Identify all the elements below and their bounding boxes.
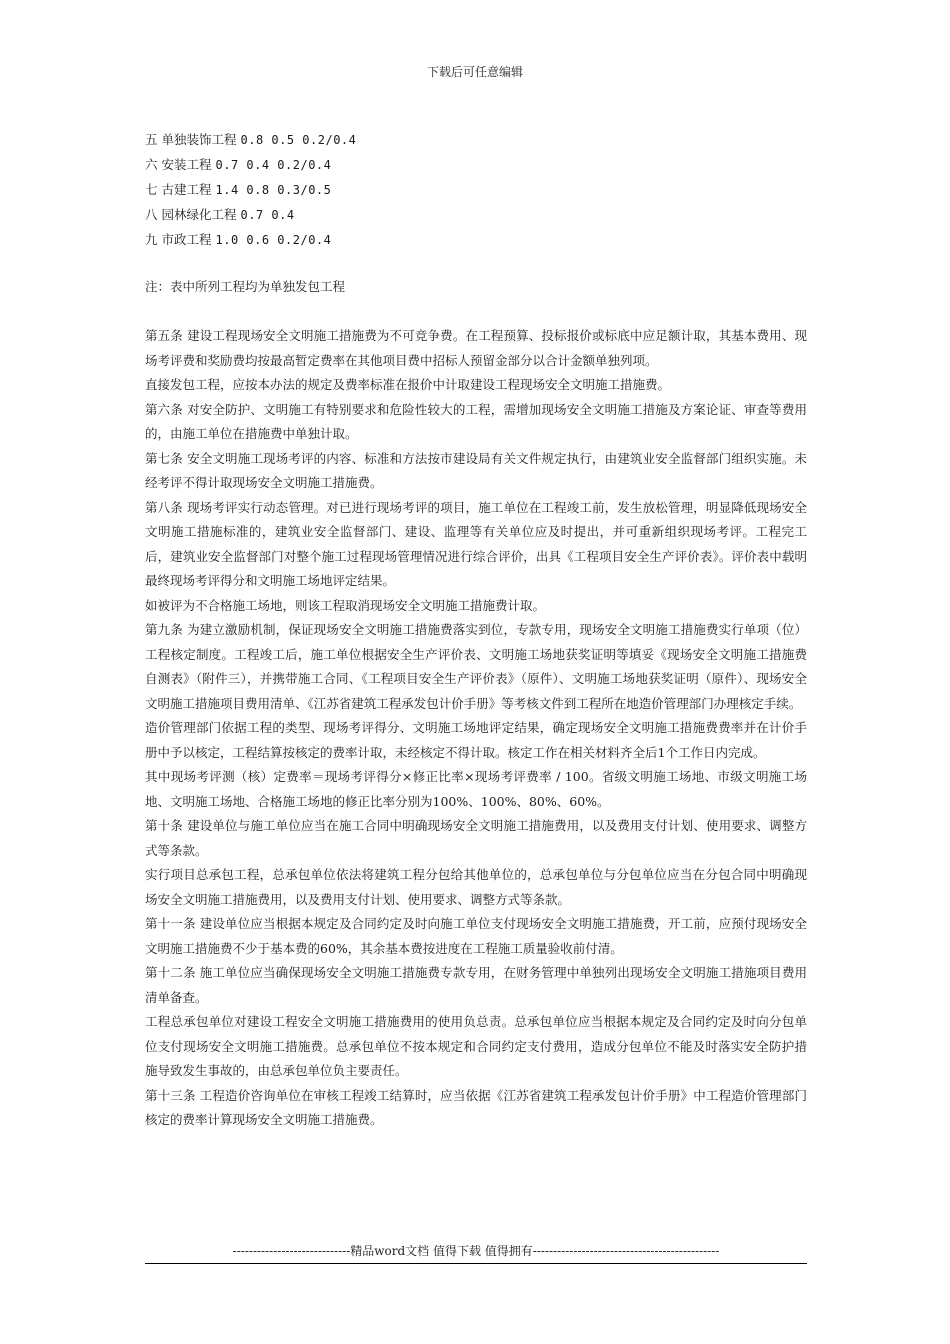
row-values: 0.8 0.5 0.2/0.4 bbox=[240, 133, 357, 147]
paragraph: 第九条 为建立激励机制，保证现场安全文明施工措施费落实到位，专款专用，现场安全文明施工措施费实行单项（位）工程核定制度。工程竣工后，施工单位根据安全生产评价表、文明施工场地获奖证明等填妥《现场安全文明施工措施费自测表》（附件三），并携带施工合同、《工程项目安全生产评价表》（原件）、文明施工场地获奖证明（原件）、现场安全文明施工措施项目费用清单、《江苏省建筑工程承发包计价手册》等考核文件到工程所在地造价管理部门办理核定手续。 bbox=[145, 622, 807, 711]
paragraph: 第八条 现场考评实行动态管理。对已进行现场考评的项目，施工单位在工程竣工前，发生放松管理，明显降低现场安全文明施工措施标准的，建筑业安全监督部门、建设、监理等有关单位应及时提出，并可重新组织现场考评。工程完工后，建筑业安全监督部门对整个施工过程现场管理情况进行综合评价，出具《工程项目安全生产评价表》。评价表中载明最终现场考评得分和文明施工场地评定结果。 bbox=[145, 499, 807, 588]
row-name: 单独装饰工程 bbox=[161, 132, 237, 147]
paragraph: 第七条 安全文明施工现场考评的内容、标准和方法按市建设局有关文件规定执行，由建筑业安全监督部门组织实施。未经考评不得计取现场安全文明施工措施费。 bbox=[145, 450, 807, 490]
row-number: 六 bbox=[145, 157, 158, 172]
row-values: 0.7 0.4 0.2/0.4 bbox=[215, 158, 332, 172]
paragraph: 造价管理部门依据工程的类型、现场考评得分、文明施工场地评定结果，确定现场安全文明施工措施费费率并在计价手册中予以核定，工程结算按核定的费率计取，未经核定不得计取。核定工作在相关材料齐全后1个工作日内完成。 bbox=[145, 720, 807, 760]
row-values: 1.4 0.8 0.3/0.5 bbox=[215, 183, 332, 197]
row-number: 五 bbox=[145, 132, 158, 147]
row-number: 七 bbox=[145, 182, 158, 197]
header-text: 下载后可任意编辑 bbox=[426, 65, 523, 79]
row-values: 1.0 0.6 0.2/0.4 bbox=[215, 233, 332, 247]
paragraph: 其中现场考评测（核）定费率＝现场考评得分×修正比率×现场考评费率 / 100。省级文明施工场地、市级文明施工场地、文明施工场地、合格施工场地的修正比率分别为100%、100%、80%、60%。 bbox=[145, 769, 807, 809]
footer-divider bbox=[145, 1263, 807, 1264]
table-row bbox=[145, 127, 815, 152]
paragraph: 第十条 建设单位与施工单位应当在施工合同中明确现场安全文明施工措施费用，以及费用支付计划、使用要求、调整方式等条款。 bbox=[145, 818, 807, 858]
table-row bbox=[145, 152, 815, 177]
paragraph: 第十三条 工程造价咨询单位在审核工程竣工结算时，应当依据《江苏省建筑工程承发包计价手册》中工程造价管理部门核定的费率计算现场安全文明施工措施费。 bbox=[145, 1087, 807, 1127]
paragraph: 第十一条 建设单位应当根据本规定及合同约定及时向施工单位支付现场安全文明施工措施费，开工前，应预付现场安全文明施工措施费不少于基本费的60%，其余基本费按进度在工程施工质量验收前付清。 bbox=[145, 916, 807, 956]
paragraph: 如被评为不合格施工场地，则该工程取消现场安全文明施工措施费计取。 bbox=[145, 597, 546, 613]
row-values: 0.7 0.4 bbox=[240, 208, 295, 222]
paragraph: 工程总承包单位对建设工程安全文明施工措施费用的使用负总责。总承包单位应当根据本规定及合同约定及时向分包单位支付现场安全文明施工措施费。总承包单位不按本规定和合同约定支付费用，造成分包单位不能及时落实安全防护措施导致发生事故的，由总承包单位负主要责任。 bbox=[145, 1014, 807, 1078]
article-body bbox=[145, 324, 807, 1133]
table-note: 注：表中所列工程均为单独发包工程 bbox=[145, 279, 346, 294]
table-row bbox=[145, 227, 815, 252]
paragraph: 实行项目总承包工程，总承包单位依法将建筑工程分包给其他单位的，总承包单位与分包单位应当在分包合同中明确现场安全文明施工措施费用，以及费用支付计划、使用要求、调整方式等条款。 bbox=[145, 867, 807, 907]
row-number: 八 bbox=[145, 207, 158, 222]
row-number: 九 bbox=[145, 232, 158, 247]
row-name: 安装工程 bbox=[161, 157, 212, 172]
row-name: 园林绿化工程 bbox=[161, 207, 237, 222]
paragraph: 直接发包工程，应按本办法的规定及费率标准在报价中计取建设工程现场安全文明施工措施费。 bbox=[145, 377, 671, 392]
row-name: 市政工程 bbox=[161, 232, 212, 247]
paragraph: 第十二条 施工单位应当确保现场安全文明施工措施费专款专用，在财务管理中单独列出现场安全文明施工措施项目费用清单备查。 bbox=[145, 965, 807, 1005]
page-footer bbox=[145, 1240, 807, 1262]
paragraph: 第五条 建设工程现场安全文明施工措施费为不可竞争费。在工程预算、投标报价或标底中应足额计取，其基本费用、现场考评费和奖励费均按最高暂定费率在其他项目费中招标人预留金部分以合计金额单独列项。 bbox=[145, 328, 807, 368]
table-row bbox=[145, 202, 815, 227]
footer-text: -----------------------------精品word文档 值得下载 值得拥有---------------------------------------------- bbox=[232, 1244, 720, 1258]
row-name: 古建工程 bbox=[161, 182, 212, 197]
paragraph: 第六条 对安全防护、文明施工有特别要求和危险性较大的工程，需增加现场安全文明施工措施及方案论证、审查等费用的，由施工单位在措施费中单独计取。 bbox=[145, 401, 807, 441]
table-row bbox=[145, 177, 815, 202]
rate-table bbox=[145, 127, 815, 252]
page-header bbox=[0, 63, 950, 80]
